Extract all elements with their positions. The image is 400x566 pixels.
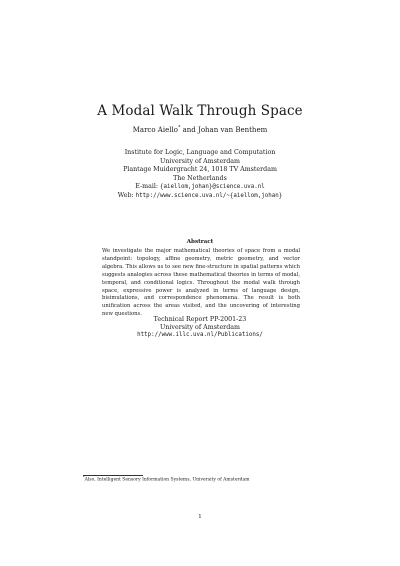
footnote-text: Also, Intelligent Sensory Information Systems, University of Amsterdam [84,477,250,483]
author-footnote-mark: * [177,124,181,131]
author-second: Johan van Benthem [198,126,268,134]
affiliation-block [0,149,400,201]
email-label: E-mail: [135,183,158,191]
footnote-rule [83,475,143,476]
report-block [0,316,400,339]
footnote-mark: * [83,475,85,479]
author-first: Marco Aiello [132,126,178,134]
author-line [0,126,400,134]
affiliation-line: University of Amsterdam [160,157,240,165]
report-url[interactable]: http://www.illc.uva.nl/Publications/ [137,331,263,338]
page-number: 1 [198,514,202,520]
email-address[interactable]: {aiellom,johan}@science.uva.nl [160,184,265,191]
abstract-text: We investigate the major mathematical theories of space from a modal standpoint: topology, affine geometry, metric geometry, and vector algebra. This allows us to see new fine-structure in spatial patterns which suggests analogies across these mathematical theories in terms of modal, temporal, and conditional logics. Throughout the modal walk through space, expressive power is analyzed in terms of language design, bisimulations, and correspondence phenomena. The result is both unification across the areas visited, and the uncovering of interesting new questions. [102,248,300,318]
affiliation-line: Institute for Logic, Language and Computation [124,149,276,156]
abstract-heading: Abstract [186,239,214,245]
report-number: Technical Report PP-2001-23 [153,316,247,323]
footnote [83,477,249,483]
affiliation-line: The Netherlands [173,174,227,182]
author-conjunction: and [182,126,196,134]
web-line [0,192,400,201]
web-url[interactable]: http://www.science.uva.nl/~{aiellom,johan} [135,192,283,199]
affiliation-line: Plantage Muidergracht 24, 1018 TV Amsterdam [123,166,277,174]
web-label: Web: [117,191,134,199]
paper-title: A Modal Walk Through Space [97,103,303,119]
report-institution: University of Amsterdam [160,323,240,331]
email-line [0,183,400,192]
